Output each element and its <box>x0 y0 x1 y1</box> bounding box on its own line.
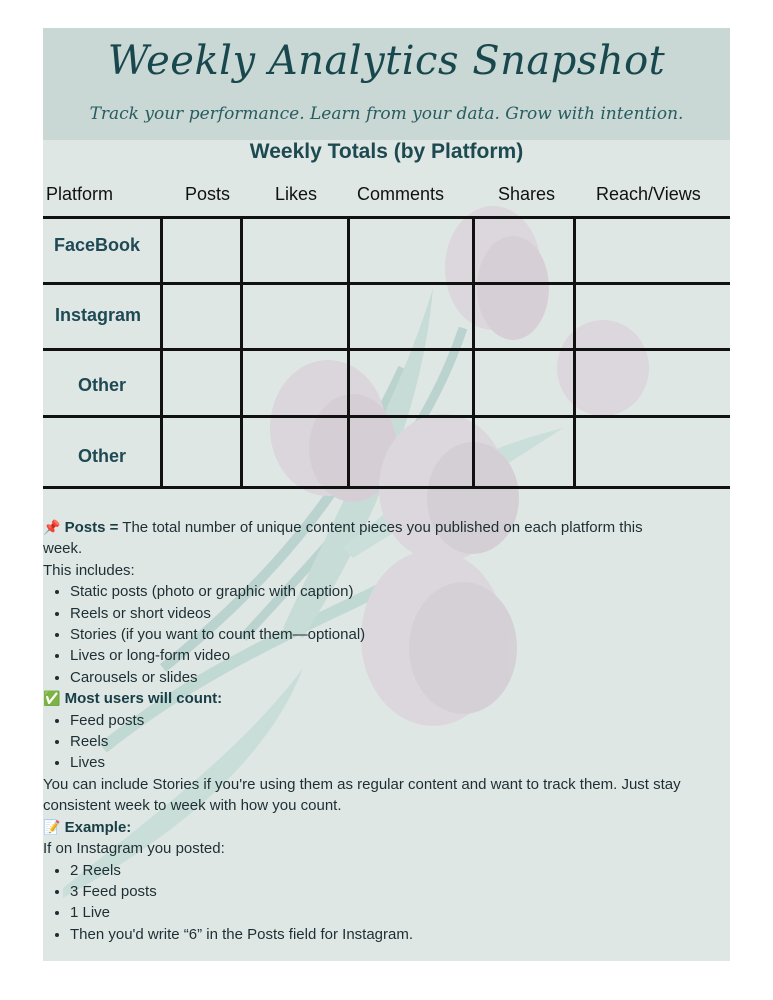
totals-table <box>43 216 730 489</box>
column-header-platform: Platform <box>46 184 114 204</box>
stories-note: You can include Stories if you're using them as regular content and want to track them. Just stay consistent week to week with how you count. <box>43 775 681 815</box>
table-column-divider <box>347 216 350 486</box>
page-title: Weekly Analytics Snapshot <box>107 38 666 84</box>
list-item: • Feed posts <box>70 710 683 731</box>
example-intro: If on Instagram you posted: <box>43 840 225 858</box>
list-item: • 2 Reels <box>70 860 683 881</box>
list-item: • Lives or long-form video <box>70 645 683 666</box>
column-header-posts: Posts <box>185 184 231 204</box>
table-column-divider <box>160 216 163 486</box>
includes-intro: This includes: <box>43 561 135 579</box>
row-label-other: Other <box>78 446 127 466</box>
row-label-facebook: FaceBook <box>54 235 141 255</box>
includes-list <box>43 581 683 688</box>
row-label-other: Other <box>78 375 127 395</box>
table-rule <box>43 348 730 351</box>
check-mark-icon: ✅ <box>43 690 61 707</box>
table-rule <box>43 486 730 489</box>
list-item: • Static posts (photo or graphic with caption) <box>70 581 683 602</box>
column-header-likes: Likes <box>275 184 318 204</box>
list-item: • 3 Feed posts <box>70 881 683 902</box>
list-item: • Reels <box>70 731 683 752</box>
row-label-instagram: Instagram <box>55 305 142 325</box>
list-item: • Stories (if you want to count them—optional) <box>70 624 683 645</box>
table-rule <box>43 415 730 418</box>
list-item: • Lives <box>70 752 683 773</box>
column-header-shares: Shares <box>498 184 556 204</box>
list-item: • Then you'd write “6” in the Posts field for Instagram. <box>70 924 683 945</box>
list-item: • Carousels or slides <box>70 667 683 688</box>
posts-definition-text: The total number of unique content pieces you published on each platform this week. <box>43 519 643 558</box>
table-column-divider <box>472 216 475 486</box>
example-list <box>43 860 683 946</box>
example-label: Example: <box>64 818 132 836</box>
column-header-comments: Comments <box>357 184 445 204</box>
table-column-divider <box>240 216 243 486</box>
table-rule <box>43 216 730 219</box>
table-column-divider <box>573 216 576 486</box>
table-title: Weekly Totals (by Platform) <box>249 140 524 163</box>
example-heading <box>43 817 683 838</box>
posts-notes <box>43 517 683 945</box>
pushpin-icon: 📌 <box>43 519 61 535</box>
most-users-list <box>43 710 683 774</box>
page <box>43 28 730 961</box>
posts-label: Posts = <box>64 519 119 536</box>
table-rule <box>43 282 730 285</box>
posts-definition <box>43 517 683 560</box>
column-header-reach-views: Reach/Views <box>596 184 701 204</box>
most-users-label: Most users will count: <box>64 690 223 708</box>
header-banner <box>43 28 730 140</box>
page-subtitle: Track your performance. Learn from your data. Grow with intention. <box>89 104 684 124</box>
list-item: • 1 Live <box>70 902 683 923</box>
list-item: • Reels or short videos <box>70 603 683 624</box>
memo-icon: 📝 <box>43 818 61 835</box>
most-users-heading <box>43 688 683 709</box>
